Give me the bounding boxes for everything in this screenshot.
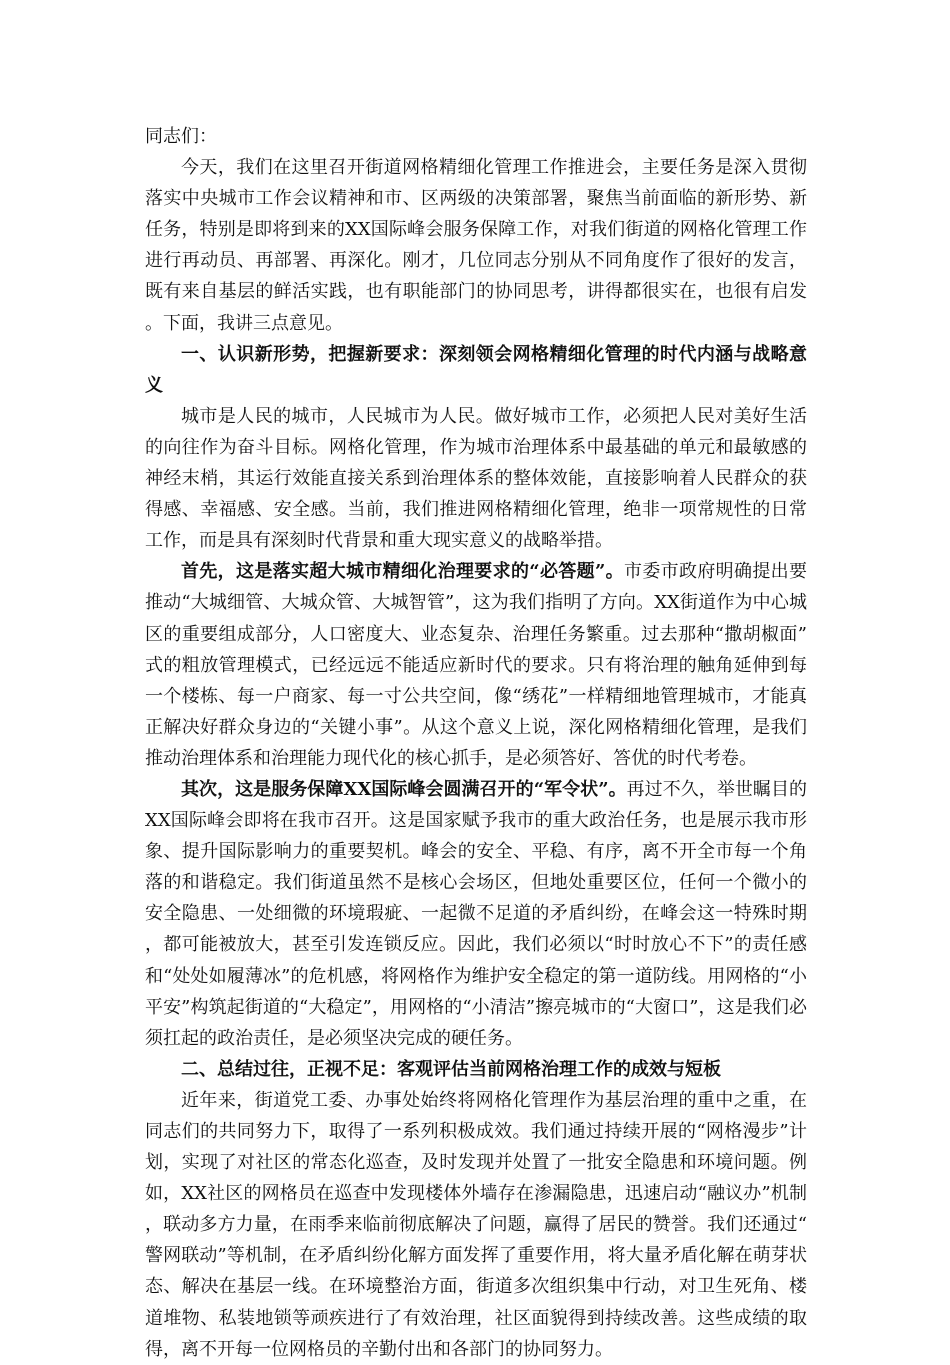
section-2-paragraph: 近年来，街道党工委、办事处始终将网格化管理作为基层治理的重中之重，在同志们的共同努力下，取得了一系列积极成效。我们通过持续开展的“网格漫步”计划，实现了对社区的常态化巡查，及时发现并处置了一批安全隐患和环境问题。例如，XX社区的网格员在巡查中发现楼体外墙存在渗漏隐患，迅速启动“融议办”机制，联动多方力量，在雨季来临前彻底解决了问题，赢得了居民的赞誉。我们还通过“警网联动”等机制，在矛盾纠纷化解方面发挥了重要作用，将大量矛盾化解在萌芽状态、解决在基层一线。在环境整治方面，街道多次组织集中行动，对卫生死角、楼道堆物、私装地锁等顽疾进行了有效治理，社区面貌得到持续改善。这些成绩的取得，离不开每一位网格员的辛勤付出和各部门的协同努力。 <box>145 1089 807 1360</box>
section-1-point-2 <box>145 774 807 1054</box>
section-1-heading: 一、认识新形势，把握新要求：深刻领会网格精细化管理的时代内涵与战略意义 <box>145 343 807 396</box>
salutation: 同志们： <box>145 126 217 147</box>
section-1-point-1 <box>145 556 807 774</box>
document-body <box>145 121 807 1365</box>
section-1-paragraph: 城市是人民的城市，人民城市为人民。做好城市工作，必须把人民对美好生活的向往作为奋斗目标。网格化管理，作为城市治理体系中最基础的单元和最敏感的神经末梢，其运行效能直接关系到治理体系的整体效能，直接影响着人民群众的获得感、幸福感、安全感。当前，我们推进网格精细化管理，绝非一项常规性的日常工作，而是具有深刻时代背景和重大现实意义的战略举措。 <box>145 405 807 552</box>
intro-paragraph: 今天，我们在这里召开街道网格精细化管理工作推进会，主要任务是深入贯彻落实中央城市工作会议精神和市、区两级的决策部署，聚焦当前面临的新形势、新任务，特别是即将到来的XX国际峰会服务保障工作，对我们街道的网格化管理工作进行再动员、再部署、再深化。刚才，几位同志分别从不同角度作了很好的发言，既有来自基层的鲜活实践，也有职能部门的协同思考，讲得都很实在，也很有启发。下面，我讲三点意见。 <box>145 157 807 334</box>
point-1-text: 市委市政府明确提出要推动“大城细管、大城众管、大城智管”，这为我们指明了方向。XX街道作为中心城区的重要组成部分，人口密度大、业态复杂、治理任务繁重。过去那种“撒胡椒面”式的粗放管理模式，已经远远不能适应新时代的要求。只有将治理的触角延伸到每一个楼栋、每一户商家、每一寸公共空间，像“绣花”一样精细地管理城市，才能真正解决好群众身边的“关键小事”。从这个意义上说，深化网格精细化管理，是我们推动治理体系和治理能力现代化的核心抓手，是必须答好、答优的时代考卷。 <box>145 561 807 769</box>
point-2-text: 再过不久，举世瞩目的XX国际峰会即将在我市召开。这是国家赋予我市的重大政治任务，也是展示我市形象、提升国际影响力的重要契机。峰会的安全、平稳、有序，离不开全市每一个角落的和谐稳定。我们街道虽然不是核心会场区，但地处重要区位，任何一个微小的安全隐患、一处细微的环境瑕疵、一起微不足道的矛盾纠纷，在峰会这一特殊时期，都可能被放大，甚至引发连锁反应。因此，我们必须以“时时放心不下”的责任感和“处处如履薄冰”的危机感，将网格作为维护安全稳定的第一道防线。用网格的“小平安”构筑起街道的“大稳定”，用网格的“小清洁”擦亮城市的“大窗口”，这是我们必须扛起的政治责任，是必须坚决完成的硬任务。 <box>145 778 807 1049</box>
point-2-lead: 其次，这是服务保障XX国际峰会圆满召开的“军令状”。 <box>181 778 627 800</box>
point-1-lead: 首先，这是落实超大城市精细化治理要求的“必答题”。 <box>181 561 624 583</box>
section-2-heading: 二、总结过往，正视不足：客观评估当前网格治理工作的成效与短板 <box>181 1058 721 1080</box>
